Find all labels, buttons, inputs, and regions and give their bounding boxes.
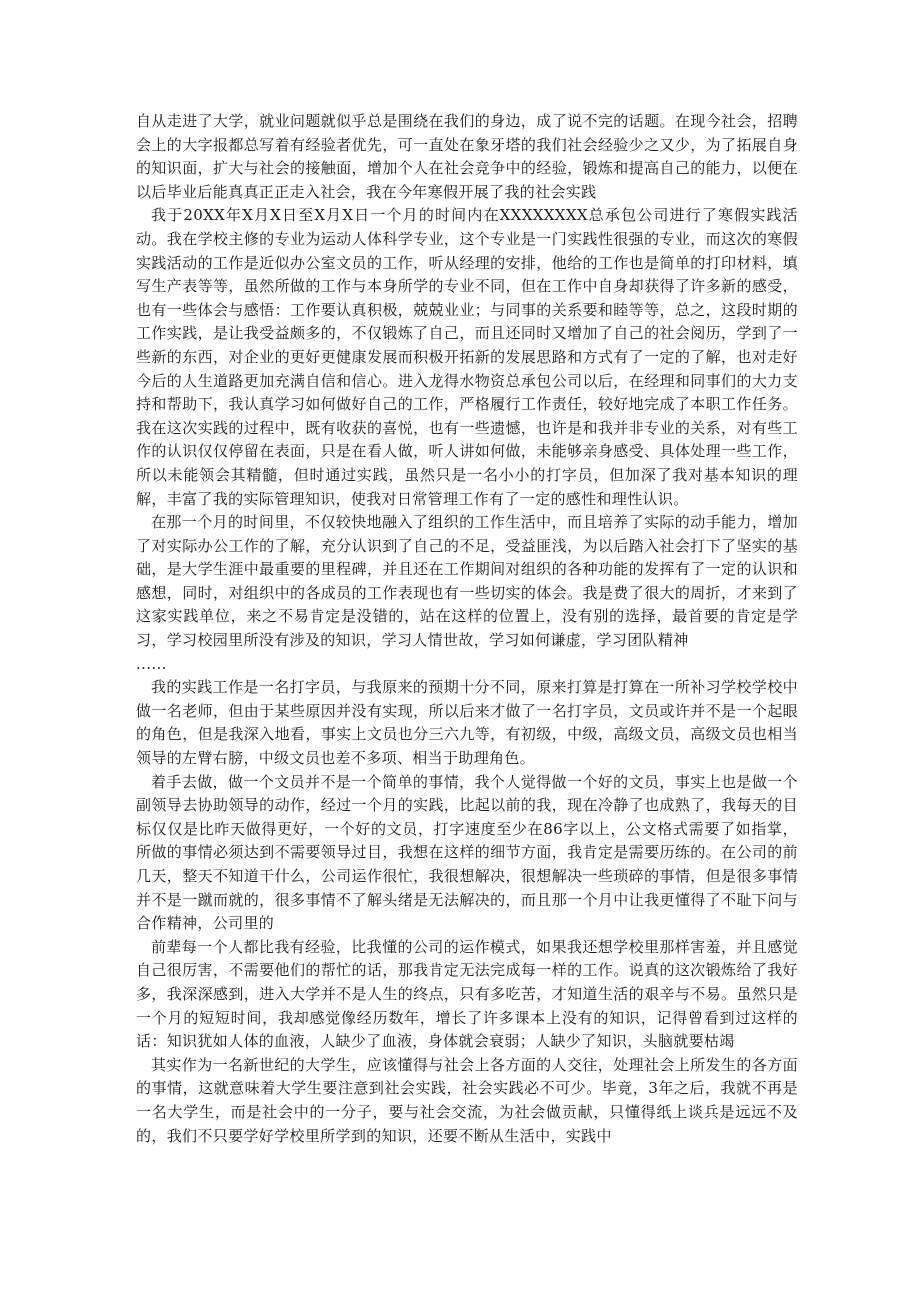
paragraph-ellipsis: ...... (136, 654, 167, 673)
paragraph-practice-overview: 我于20XX年X月X日至X月X日一个月的时间内在XXXXXXXX总承包公司进行了寒假实践活动。我在学校主修的专业为运动人体科学专业，这个专业是一门实践性很强的专业，而这次的寒假实践活动的工作是近似办公室文员的工作，听从经理的安排，他给的工作也是简单的打印材料，填写生产表等等，虽然所做的工作与本身所学的专业不同，但在工作中自身却获得了许多新的感受，也有一些体会与感悟：工作要认真积极，兢兢业业；与同事的关系要和睦等等，总之，这段时期的工作实践，是让我受益颇多的，不仅锻炼了自己，而且还同时又增加了自己的社会阅历，学到了一些新的东西，对企业的更好更健康发展而积极开拓新的发展思路和方式有了一定的了解，也对走好今后的人生道路更加充满自信和信心。进入龙得水物资总承包公司以后，在经理和同事们的大力支持和帮助下，我认真学习如何做好自己的工作，严格履行工作责任，较好地完成了本职工作任务。我在这次实践的过程中，既有收获的喜悦，也有一些遗憾，也许是和我并非专业的关系，对有些工作的认识仅仅停留在表面，只是在看人做，听人讲如何做，未能够亲身感受、具体处理一些工作，所以未能领会其精髓，但时通过实践，虽然只是一名小小的打字员，但加深了我对基本知识的理解，丰富了我的实际管理知识，使我对日常管理工作有了一定的感性和理性认识。 (136, 206, 798, 508)
paragraph-clerk-work: 着手去做，做一个文员并不是一个简单的事情，我个人觉得做一个好的文员，事实上也是做一个副领导去协助领导的动作，经过一个月的实践，比起以前的我，现在冷静了也成熟了，我每天的目标仅仅是比昨天做得更好，一个好的文员，打字速度至少在86字以上，公文格式需要了如指掌，所做的事情必须达到不需要领导过目，我想在这样的细节方面，我肯定是需要历练的。在公司的前几天，整天不知道干什么，公司运作很忙，我很想解决，很想解决一些琐碎的事情，但是很多事情并不是一蹴而就的，很多事情不了解头绪是无法解决的，而且那一个月中让我更懂得了不耻下问与合作精神，公司里的 (136, 772, 798, 933)
paragraph-intro: 自从走进了大学，就业问题就似乎总是围绕在我们的身边，成了说不完的话题。在现今社会，招聘会上的大字报都总写着有经验者优先，可一直处在象牙塔的我们社会经验少之又少，为了拓展自身的知识面，扩大与社会的接触面，增加个人在社会竞争中的经验，锻炼和提高自己的能力，以便在以后毕业后能真真正正走入社会，我在今年寒假开展了我的社会实践 (136, 112, 798, 201)
paragraph-conclusion: 其实作为一名新世纪的大学生，应该懂得与社会上各方面的人交往，处理社会上所发生的各方面的事情，这就意味着大学生要注意到社会实践，社会实践必不可少。毕竟，3年之后，我就不再是一名大学生，而是社会中的一分子，要与社会交流，为社会做贡献，只懂得纸上谈兵是远远不及的，我们不只要学好学校里所学到的知识，还要不断从生活中，实践中 (136, 1055, 798, 1145)
paragraph-one-month: 在那一个月的时间里，不仅较快地融入了组织的工作生活中，而且培养了实际的动手能力，增加了对实际办公工作的了解，充分认识到了自己的不足，受益匪浅，为以后踏入社会打下了坚实的基础，是大学生涯中最重要的里程碑，并且还在工作期间对组织的各种功能的发挥有了一定的认识和感想，同时，对组织中的各成员的工作表现也有一些切实的体会。我是费了很大的周折，才来到了这家实践单位，来之不易肯定是没错的，站在这样的位置上，没有别的选择，最首要的肯定是学习，学习校园里所没有涉及的知识，学习人情世故，学习如何谦虚，学习团队精神 (136, 513, 798, 650)
document-body (136, 110, 798, 1148)
paragraph-seniors: 前辈每一个人都比我有经验，比我懂的公司的运作模式，如果我还想学校里那样害羞，并且感觉自己很厉害，不需要他们的帮忙的话，那我肯定无法完成每一样的工作。说真的这次锻炼给了我好多，我深深感到，进入大学并不是人生的终点，只有多吃苦，才知道生活的艰辛与不易。虽然只是一个月的短短时间，我却感觉像经历数年，增长了许多课本上没有的知识，记得曾看到过这样的话：知识犹如人体的血液，人缺少了血液，身体就会衰弱；人缺少了知识，头脑就要枯竭 (136, 937, 798, 1051)
paragraph-typist-role: 我的实践工作是一名打字员，与我原来的预期十分不同，原来打算是打算在一所补习学校学校中做一名老师，但由于某些原因并没有实现，所以后来才做了一名打字员，文员或许并不是一个起眼的角色，但是我深入地看，事实上文员也分三六九等，有初级，中级，高级文员，高级文员也相当领导的左臂右膀，中级文员也差不多项、相当于助理角色。 (136, 678, 798, 768)
